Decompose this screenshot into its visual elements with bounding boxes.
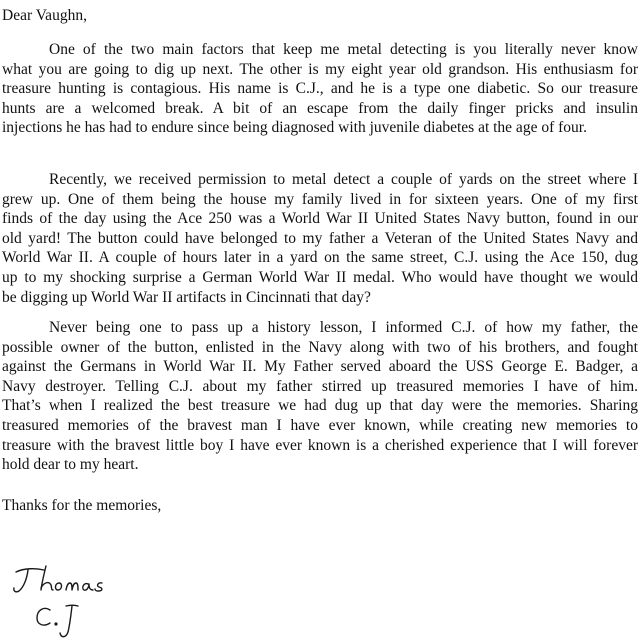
paragraph-line: Recently, we received permission to metal detect a couple of yards on the street where I: [49, 171, 638, 188]
handwritten-signature: [10, 560, 170, 640]
closing-line: Thanks for the memories,: [2, 497, 162, 514]
paragraph-line: possible owner of the button, enlisted in the Navy along with two of his brothers, and fought: [2, 338, 638, 356]
paragraph-line: old yard! The button could have belonged to my father a Veteran of the United States Navy and: [2, 229, 638, 247]
paragraph-line: hold dear to my heart.: [2, 456, 139, 474]
paragraph-line: what you are going to dig up next. The other is my eight year old grandson. His enthusiasm for: [2, 60, 638, 78]
paragraph-line: treasure with the bravest little boy I have ever known is a cherished experience that I will forever: [2, 436, 638, 454]
paragraph-line: Navy destroyer. Telling C.J. about my father stirred up treasured memories I have of him.: [2, 377, 638, 395]
paragraph-line: treasured memories of the bravest man I have ever known, while creating new memories to: [2, 416, 638, 434]
paragraph-line: finds of the day using the Ace 250 was a World War II United States Navy button, found in our: [2, 210, 638, 228]
paragraph-line: be digging up World War II artifacts in Cincinnati that day?: [2, 288, 371, 306]
paragraph-line: hunts are a welcomed break. A bit of an escape from the daily finger pricks and insulin: [2, 99, 638, 117]
paragraph-line: That’s when I realized the best treasure we had dug up that day were the memories. Sharing: [2, 397, 638, 415]
salutation: Dear Vaughn,: [2, 7, 87, 24]
paragraph-line: against the Germans in World War II. My Father served aboard the USS George E. Badger, a: [2, 358, 638, 376]
paragraph-line: Never being one to pass up a history lesson, I informed C.J. of how my father, the: [49, 319, 638, 336]
paragraph-line: up to my shocking surprise a German World War II medal. Who would have thought we would: [2, 268, 638, 286]
paragraph-line: One of the two main factors that keep me metal detecting is you literally never know: [49, 41, 638, 58]
paragraph-1: [2, 40, 638, 138]
paragraph-line: treasure hunting is contagious. His name is C.J., and he is a type one diabetic. So our treasure: [2, 80, 638, 98]
paragraph-2: [2, 170, 638, 307]
paragraph-line: injections he has had to endure since being diagnosed with juvenile diabetes at the age of four.: [2, 119, 587, 137]
paragraph-3: [2, 318, 638, 475]
paragraph-line: grew up. One of them being the house my family lived in for sixteen years. One of my first: [2, 190, 638, 208]
signature-drawing: [10, 560, 170, 640]
paragraph-line: World War II. A couple of hours later in a yard on the same street, C.J. using the Ace 150, dug: [2, 249, 638, 267]
